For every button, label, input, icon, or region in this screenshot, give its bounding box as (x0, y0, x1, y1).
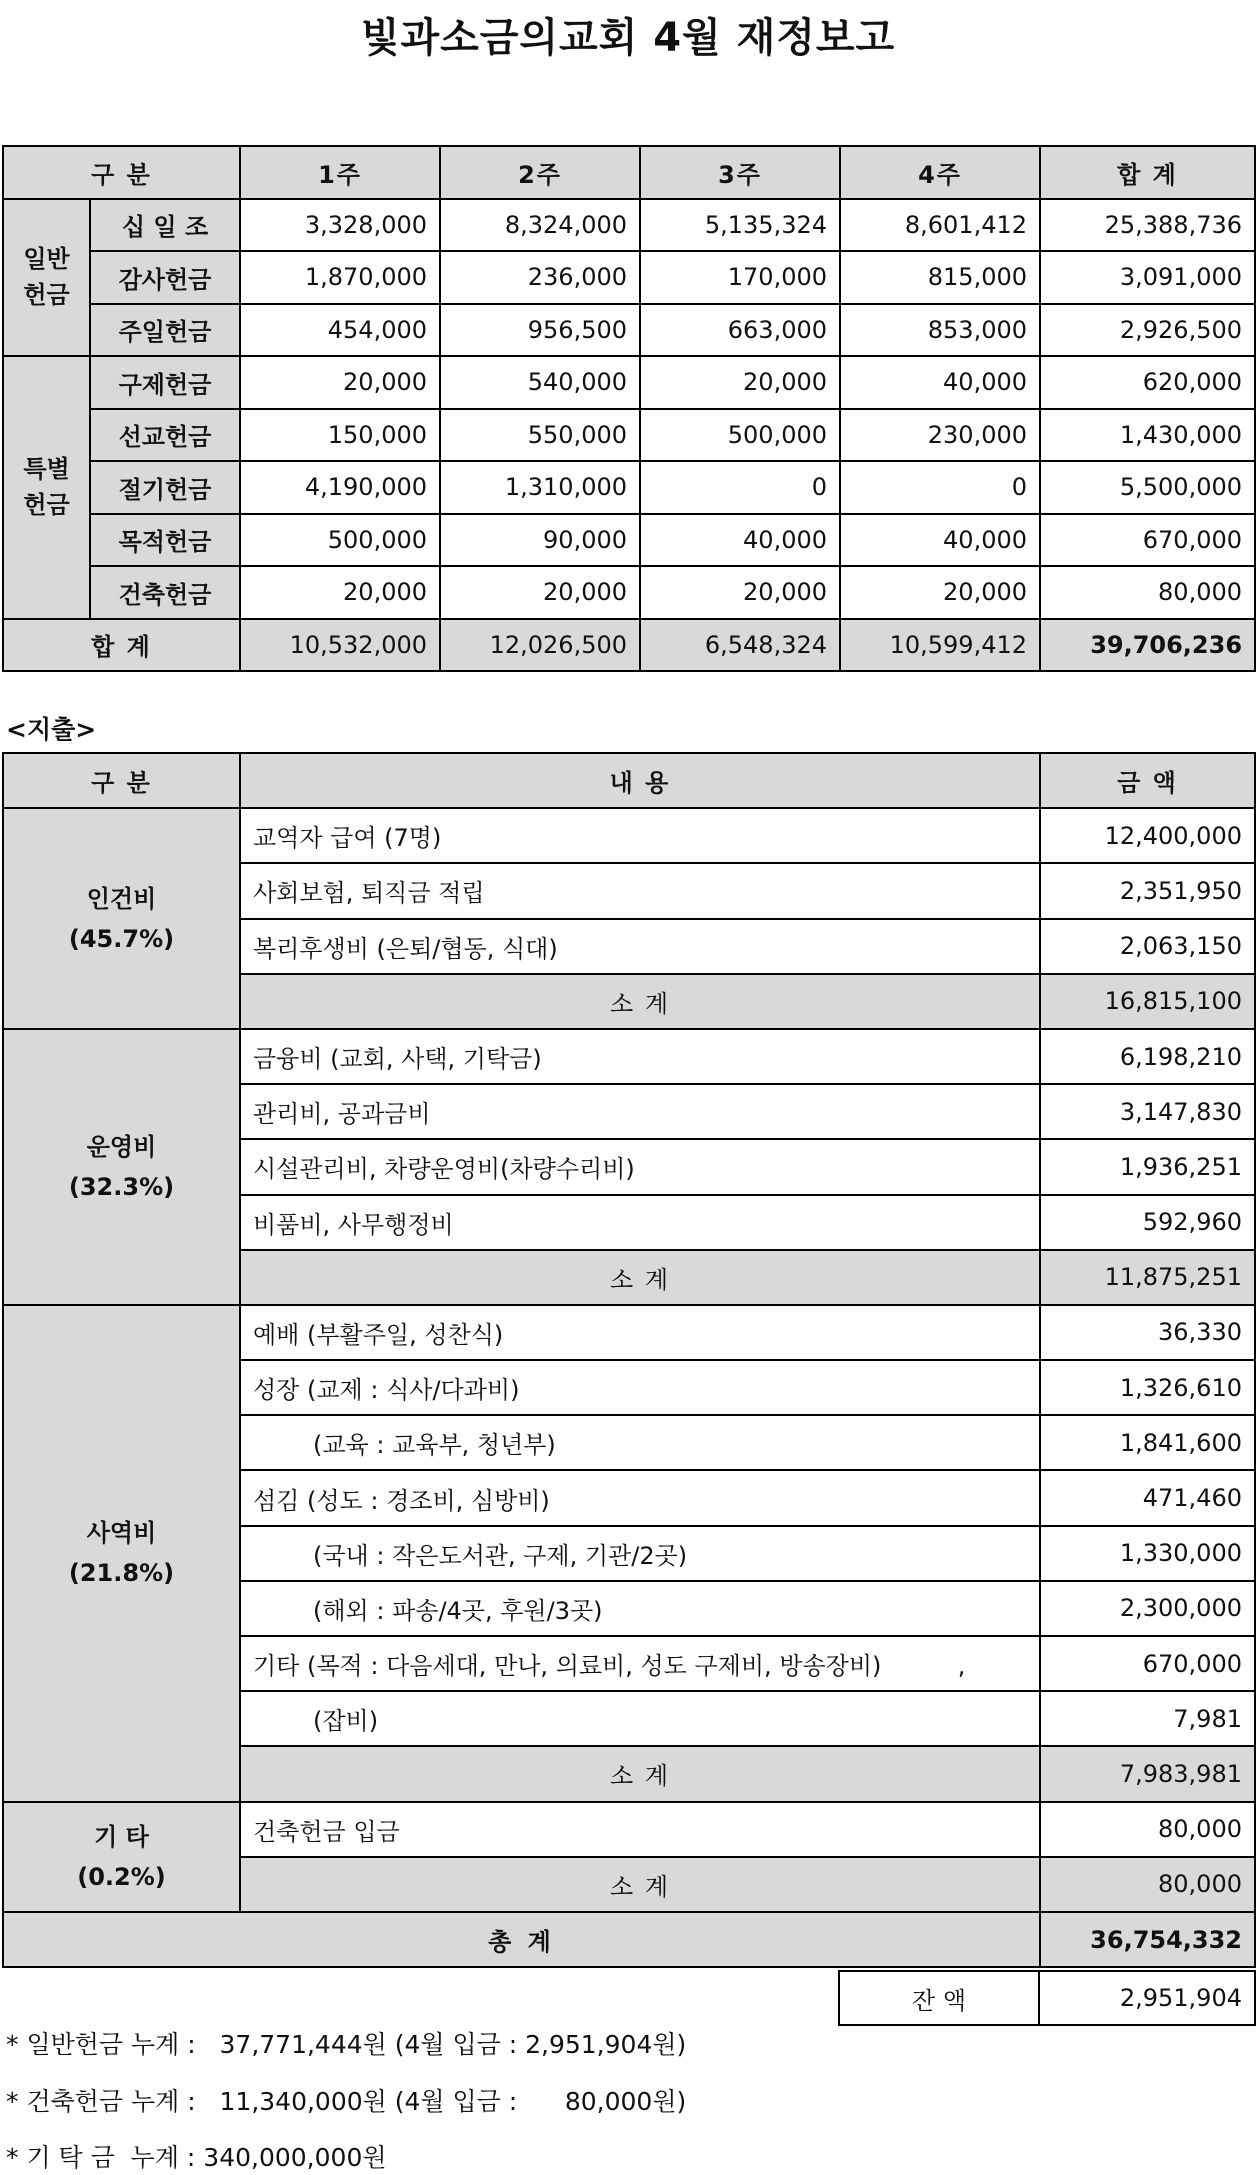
income-grand-total: 39,706,236 (1040, 619, 1255, 672)
subtotal-label: 소 계 (240, 1746, 1040, 1801)
group-operations (3, 1029, 240, 1305)
item-text: (국내 : 작은도서관, 구제, 기관/2곳) (240, 1526, 1040, 1581)
group-personnel (3, 808, 240, 1029)
item-text: 섬김 (성도 : 경조비, 심방비) (240, 1470, 1040, 1525)
row-total: 620,000 (1040, 356, 1255, 409)
group-name: 기 타 (94, 1822, 149, 1851)
expense-row (3, 808, 1255, 863)
cell: 550,000 (440, 409, 640, 462)
row-total: 5,500,000 (1040, 461, 1255, 514)
expense-row (3, 1802, 1255, 1857)
cell: 454,000 (240, 304, 440, 357)
header-category: 구 분 (3, 146, 240, 199)
item-text: 금융비 (교회, 사택, 기탁금) (240, 1029, 1040, 1084)
item-amount: 80,000 (1040, 1802, 1255, 1857)
expense-row (3, 1029, 1255, 1084)
cell: 20,000 (440, 566, 640, 619)
cell: 1,310,000 (440, 461, 640, 514)
expense-section-label: <지출> (6, 715, 97, 744)
row-label: 주일헌금 (90, 304, 240, 357)
subtotal-amount: 16,815,100 (1040, 974, 1255, 1029)
subtotal-label: 소 계 (240, 1857, 1040, 1912)
total-label: 합 계 (3, 619, 240, 672)
cell: 150,000 (240, 409, 440, 462)
header-week1: 1주 (240, 146, 440, 199)
item-text: (잡비) (240, 1691, 1040, 1746)
row-label: 목적헌금 (90, 514, 240, 567)
item-amount: 471,460 (1040, 1470, 1255, 1525)
cell: 5,135,324 (640, 199, 840, 252)
subtotal-label: 소 계 (240, 1250, 1040, 1305)
row-label: 건축헌금 (90, 566, 240, 619)
cell: 540,000 (440, 356, 640, 409)
group-special-offering: 특별 헌금 (3, 356, 90, 619)
item-amount: 12,400,000 (1040, 808, 1255, 863)
subtotal-label: 소 계 (240, 974, 1040, 1029)
header-content: 내 용 (240, 753, 1040, 808)
item-amount: 2,351,950 (1040, 863, 1255, 918)
item-text: 건축헌금 입금 (240, 1802, 1040, 1857)
row-total: 25,388,736 (1040, 199, 1255, 252)
balance-value: 2,951,904 (1039, 1971, 1255, 2025)
cell: 3,328,000 (240, 199, 440, 252)
item-text: 복리후생비 (은퇴/협동, 식대) (240, 919, 1040, 974)
note-building-offering: * 건축헌금 누계 : 11,340,000원 (4월 입금 : 80,000원) (6, 2087, 687, 2116)
total-week4: 10,599,412 (840, 619, 1040, 672)
row-label: 감사헌금 (90, 251, 240, 304)
header-amount: 금 액 (1040, 753, 1255, 808)
cell: 170,000 (640, 251, 840, 304)
balance-table (838, 1970, 1256, 2026)
income-table (2, 145, 1256, 672)
subtotal-amount: 11,875,251 (1040, 1250, 1255, 1305)
cell: 20,000 (240, 356, 440, 409)
cell: 8,601,412 (840, 199, 1040, 252)
cell: 8,324,000 (440, 199, 640, 252)
cell: 853,000 (840, 304, 1040, 357)
cell: 20,000 (840, 566, 1040, 619)
item-amount: 1,841,600 (1040, 1415, 1255, 1470)
item-text: 기타 (목적 : 다음세대, 만나, 의료비, 성도 구제비, 방송장비) , (240, 1636, 1040, 1691)
item-amount: 1,326,610 (1040, 1360, 1255, 1415)
header-week4: 4주 (840, 146, 1040, 199)
income-row (3, 461, 1255, 514)
income-header-row (3, 146, 1255, 199)
income-row (3, 566, 1255, 619)
item-text: 성장 (교제 : 식사/다과비) (240, 1360, 1040, 1415)
cell: 230,000 (840, 409, 1040, 462)
item-amount: 1,330,000 (1040, 1526, 1255, 1581)
item-text: 교역자 급여 (7명) (240, 808, 1040, 863)
item-amount: 36,330 (1040, 1305, 1255, 1360)
group-name: 운영비 (86, 1132, 157, 1161)
subtotal-amount: 80,000 (1040, 1857, 1255, 1912)
item-amount: 2,300,000 (1040, 1581, 1255, 1636)
group-other (3, 1802, 240, 1912)
note-general-offering: * 일반헌금 누계 : 37,771,444원 (4월 입금 : 2,951,904원) (6, 2030, 687, 2059)
cell: 1,870,000 (240, 251, 440, 304)
group-name: 인건비 (86, 884, 157, 913)
group-percent: (0.2%) (77, 1862, 166, 1891)
income-row (3, 356, 1255, 409)
row-total: 1,430,000 (1040, 409, 1255, 462)
row-total: 670,000 (1040, 514, 1255, 567)
item-amount: 670,000 (1040, 1636, 1255, 1691)
item-text: 예배 (부활주일, 성찬식) (240, 1305, 1040, 1360)
report-title: 빛과소금의교회 4월 재정보고 (360, 15, 896, 61)
item-text: (해외 : 파송/4곳, 후원/3곳) (240, 1581, 1040, 1636)
item-amount: 592,960 (1040, 1195, 1255, 1250)
cell: 0 (640, 461, 840, 514)
group-general-offering: 일반 헌금 (3, 199, 90, 357)
income-row (3, 304, 1255, 357)
item-amount: 2,063,150 (1040, 919, 1255, 974)
income-total-row (3, 619, 1255, 672)
item-amount: 3,147,830 (1040, 1084, 1255, 1139)
cell: 815,000 (840, 251, 1040, 304)
cell: 20,000 (640, 356, 840, 409)
row-total: 3,091,000 (1040, 251, 1255, 304)
cell: 40,000 (840, 514, 1040, 567)
expense-grand-total: 36,754,332 (1040, 1912, 1255, 1967)
cell: 90,000 (440, 514, 640, 567)
expense-table (2, 752, 1256, 1968)
item-text: (교육 : 교육부, 청년부) (240, 1415, 1040, 1470)
grand-total-label: 총 계 (3, 1912, 1040, 1967)
income-row (3, 409, 1255, 462)
group-name: 사역비 (86, 1519, 157, 1548)
group-percent: (32.3%) (68, 1172, 175, 1201)
row-total: 2,926,500 (1040, 304, 1255, 357)
cell: 236,000 (440, 251, 640, 304)
row-total: 80,000 (1040, 566, 1255, 619)
total-week3: 6,548,324 (640, 619, 840, 672)
item-amount: 6,198,210 (1040, 1029, 1255, 1084)
expense-row (3, 1305, 1255, 1360)
cell: 4,190,000 (240, 461, 440, 514)
group-ministry (3, 1305, 240, 1802)
row-label: 선교헌금 (90, 409, 240, 462)
row-label: 십 일 조 (90, 199, 240, 252)
row-label: 구제헌금 (90, 356, 240, 409)
header-week2: 2주 (440, 146, 640, 199)
item-text: 시설관리비, 차량운영비(차량수리비) (240, 1139, 1040, 1194)
balance-label: 잔 액 (839, 1971, 1039, 2025)
item-text: 비품비, 사무행정비 (240, 1195, 1040, 1250)
expense-header-row (3, 753, 1255, 808)
header-total: 합 계 (1040, 146, 1255, 199)
note-deposit: * 기 탁 금 누계 : 340,000,000원 (6, 2143, 387, 2172)
row-label: 절기헌금 (90, 461, 240, 514)
item-text: 사회보험, 퇴직금 적립 (240, 863, 1040, 918)
income-row (3, 251, 1255, 304)
group-percent: (21.8%) (68, 1559, 175, 1588)
income-row (3, 199, 1255, 252)
subtotal-amount: 7,983,981 (1040, 1746, 1255, 1801)
cell: 500,000 (240, 514, 440, 567)
cell: 663,000 (640, 304, 840, 357)
group-percent: (45.7%) (68, 924, 175, 953)
cell: 40,000 (640, 514, 840, 567)
total-week2: 12,026,500 (440, 619, 640, 672)
total-week1: 10,532,000 (240, 619, 440, 672)
header-category: 구 분 (3, 753, 240, 808)
income-row (3, 514, 1255, 567)
cell: 20,000 (240, 566, 440, 619)
balance-row (839, 1971, 1255, 2025)
cell: 0 (840, 461, 1040, 514)
header-week3: 3주 (640, 146, 840, 199)
cell: 500,000 (640, 409, 840, 462)
item-amount: 7,981 (1040, 1691, 1255, 1746)
cell: 956,500 (440, 304, 640, 357)
grand-total-row (3, 1912, 1255, 1967)
item-text: 관리비, 공과금비 (240, 1084, 1040, 1139)
item-amount: 1,936,251 (1040, 1139, 1255, 1194)
cell: 40,000 (840, 356, 1040, 409)
cell: 20,000 (640, 566, 840, 619)
